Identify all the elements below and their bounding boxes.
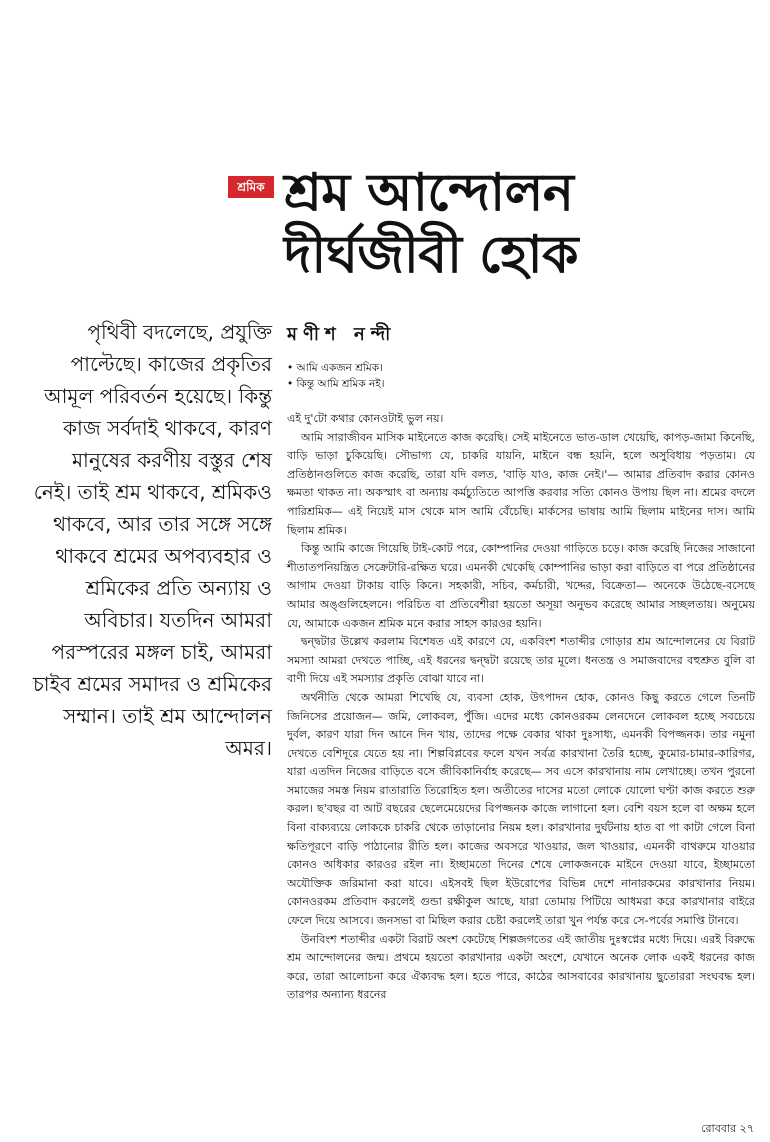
- byline: মণীশ নন্দী: [287, 324, 397, 345]
- pull-quote: পৃথিবী বদলেছে, প্রযুক্তি পাল্টেছে। কাজের প্রকৃতির আমূল পরিবর্তন হয়েছে। কিন্তু কাজ সর্বদাই থাকবে, কারণ মানুষের করণীয় বস্তুর শেষ নেই। তাই শ্রম থাকবে, শ্রমিকও থাকবে, আর তার সঙ্গে সঙ্গে থাকবে শ্রমের অপব্যবহার ও শ্রমিকের প্রতি অন্যায় ও অবিচার। যতদিন আমরা পরস্পরের মঙ্গল চাই, আমরা চাইব শ্রমের সমাদর ও শ্রমিকের সম্মান। তাই শ্রম আন্দোলন অমর।: [33, 320, 272, 760]
- bullet-item: • কিন্তু আমি শ্রমিক নই।: [287, 376, 385, 392]
- body-paragraph: অর্থনীতি থেকে আমরা শিখেছি যে, ব্যবসা হোক, উৎপাদন হোক, কোনও কিছু করতে গেলে তিনটি জিনিসের প্রয়োজন— জমি, লোকবল, পুঁজি। এদের মধ্যে কোনওরকম লেনদেনে লোকবল হচ্ছে সবচেয়ে দুর্বল, কারণ যারা দিন আনে দিন খায়, তাদের পক্ষে বেকার থাকা দুঃসাধ্য, এমনকী বিপজ্জনক। তার নমুনা দেখতে বেশিদূরে যেতে হয় না। শিল্পবিপ্লবের ফলে যখন সর্বত্র কারখানা তৈরি হচ্ছে, কুমোর-চামার-কারিগর, যারা এতদিন নিজের বাড়িতে বসে জীবিকানির্বাহ করেছে— সব এসে কারখানায় নাম লেখাচ্ছে। তখন পুরনো সমাজের সমস্ত নিয়ম রাতারাতি তিরোহিত হল। অতীতের দাসের মতো লোকে যোলো ঘণ্টা কাজ করতে শুরু করল। ছ'বছর বা আট বছরের ছেলেমেয়েদের বিপজ্জনক কাজে লাগানো হল। বেশি বয়স হলে বা অক্ষম হলে বিনা বাক্যব্যয়ে লোককে চাকরি থেকে তাড়ানোর নিয়ম হল। কারখানার দুর্ঘটনায় হাত বা পা কাটা গেলে বিনা ক্ষতিপূরণে বাড়ি পাঠানোর রীতি হল। কাজের অবসরে খাওয়ার, জল খাওয়ার, এমনকী বাথরুমে যাওয়ার কোনও অধিকার কারওর রইল না। ইচ্ছামতো দিনের শেষে লোকজনকে মাইনে দেওয়া যাবে, ইচ্ছামতো অযৌক্তিক জরিমানা করা যাবে। এইসবই ছিল ইউরোপের বিভিন্ন দেশে নানারকমের কারখানার নিয়ম। কোনওরকম প্রতিবাদ করলেই গুন্ডা রক্ষীকুল আছে, যারা তোমায় পিটিয়ে আধমরা করে কারখানার বাইরে ফেলে দিয়ে আসবে। জনসভা বা মিছিল করার চেষ্টা করলেই তারা খুন পর্যন্ত করে সে-পর্বের সমাপ্তি টানবে।: [287, 690, 755, 928]
- page-footer: রোববার ২৭: [701, 1122, 754, 1135]
- bullet-list: [287, 360, 385, 392]
- body-paragraph: এই দু'টো কথার কোনওটাই ভুল নয়।: [287, 412, 444, 425]
- headline: [284, 162, 754, 286]
- bullet-item: • আমি একজন শ্রমিক।: [287, 360, 385, 376]
- headline-line-2: দীর্ঘজীবী হোক: [284, 225, 579, 285]
- body-paragraph: কিন্তু আমি কাজে গিয়েছি টাই-কোট পরে, কোম্পানির দেওয়া গাড়িতে চড়ে। কাজ করেছি নিজের সাজানো শীতাতপনিয়ন্ত্রিত সেক্রেটারি-রক্ষিত ঘরে। এমনকী থেকেছি কোম্পানির ভাড়া করা বাড়িতে বা পরে প্রতিষ্ঠানের আগাম দেওয়া টাকায় বাড়ি কিনে। সহকারী, সচিব, কর্মচারী, খদ্দের, বিক্রেতা— অনেকে উঠেছে-বসেছে আমার অঙ্গুলিহেলনে। পরিচিত বা প্রতিবেশীরা হয়তো অসূয়া অনুভব করেছে আমার সচ্ছলতায়। অনুমেয় যে, আমাকে একজন শ্রমিক মনে করার সাহস কারওর হয়নি।: [287, 542, 755, 630]
- body-paragraph: উনবিংশ শতাব্দীর একটা বিরাট অংশ কেটেছে শিল্পজগতের এই জাতীয় দুঃস্বপ্নের মধ্যে দিয়ে। এরই বিরুদ্ধে শ্রম আন্দোলনের জন্ম। প্রথমে হয়তো কারখানার একটা অংশে, যেখানে অনেক লোক একই ধরনের কাজ করে, তারা আলোচনা করে ঐক্যবদ্ধ হল। হতে পারে, কাঠের আসবাবের কারখানায় ছুতোররা সংঘবদ্ধ হল। তারপর অন্যান্য ধরনের: [287, 932, 755, 1002]
- body-paragraph: আমি সারাজীবন মাসিক মাইনেতে কাজ করেছি। সেই মাইনেতে ভাত-ডাল খেয়েছি, কাপড়-জামা কিনেছি, বাড়ি ভাড়া চুকিয়েছি। সৌভাগ্য যে, চাকরি যায়নি, মাইনে বন্ধ হয়নি, হলে অসুবিধায় পড়তাম। যে প্রতিষ্ঠানগুলিতে কাজ করেছি, তারা যদি বলত, 'বাড়ি যাও, কাজ নেই।'— আমার প্রতিবাদ করার কোনও ক্ষমতা থাকত না। অকস্মাৎ বা অন্যায় কর্মচ্যুতিতে আপত্তি করবার সত্যি কোনও উপায় ছিল না। শ্রমের বদলে পারিশ্রমিক— এই নিয়েই মাস থেকে মাস আমি বেঁচেছি। মার্কসের ভাষায় আমি ছিলাম মাইনের দাস। আমি ছিলাম শ্রমিক।: [287, 430, 755, 537]
- body-paragraph: দ্বন্দ্বটার উল্লেখ করলাম বিশেষত এই কারণে যে, একবিংশ শতাব্দীর গোড়ার শ্রম আন্দোলনের যে বিরাট সমস্যা আমরা দেখতে পাচ্ছি, এই ধরনের দ্বন্দ্বটা রয়েছে তার মূলে। ধনতন্ত্র ও সমাজবাদের বহুশ্রুত বুলি বা বাণী দিয়ে এই সমস্যার প্রকৃতি বোঝা যাবে না।: [287, 635, 755, 686]
- headline-line-1: শ্রম আন্দোলন: [284, 163, 574, 223]
- article-body: [287, 410, 755, 1005]
- section-tag: শ্রমিক: [228, 176, 274, 198]
